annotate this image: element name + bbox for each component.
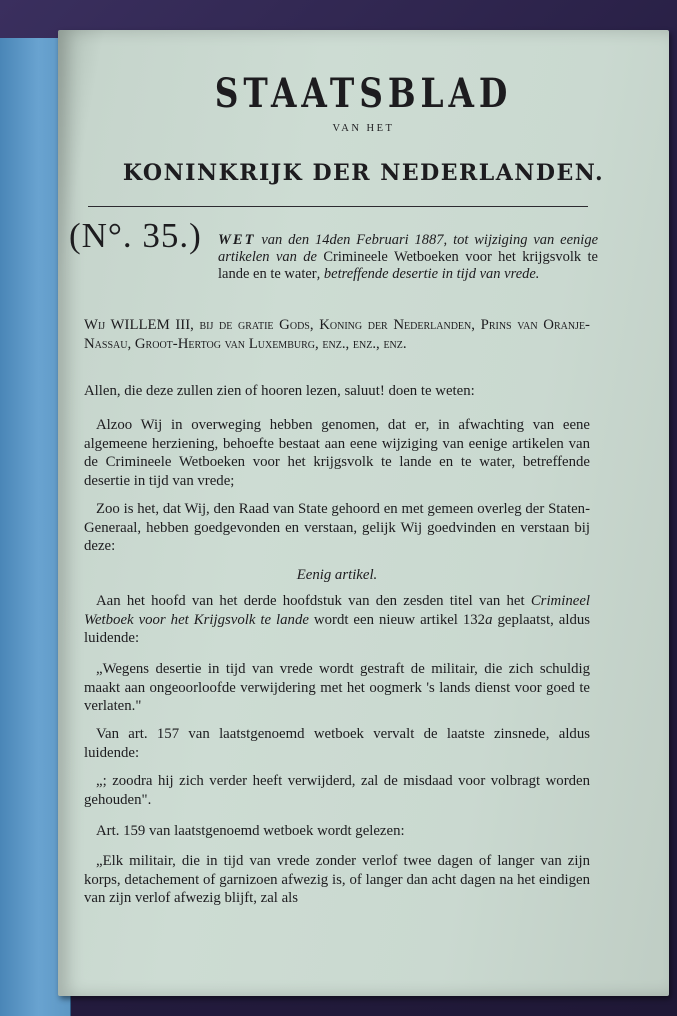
alzoo-paragraph: Alzoo Wij in overweging hebben genomen, dat er, in afwachting van eene algemeene herziening, behoefte bestaat aan eene wijziging van eenige artikelen van de Crimineele Wetboeken voor het krijgsvolk te lande en te water, betreffende desertie in tijd van vrede;: [84, 417, 590, 489]
aan-text-d: a: [485, 611, 493, 628]
law-heading: [218, 232, 598, 283]
zoo-paragraph: Zoo is het, dat Wij, den Raad van State gehoord en met gemeen overleg der Staten-Generaal, hebben goedgevonden en verstaan, gelijk Wij goedvinden en verstaan bij deze:: [84, 501, 590, 554]
issue-number: (N°. 35.): [69, 216, 202, 255]
law-word: WET: [218, 232, 256, 248]
van157-paragraph: Van art. 157 van laatstgenoemd wetboek vervalt de laatste zinsnede, aldus luidende:: [84, 726, 590, 761]
art159-paragraph: Art. 159 van laatstgenoemd wetboek wordt gelezen:: [96, 823, 405, 839]
aan-text-c: wordt een nieuw artikel 132: [308, 611, 486, 628]
law-text-part2: Crimineele Wetboeken voor het krijgsvolk te lande en te water: [218, 249, 598, 282]
aan-text-b: Crimineel Wetboek voor het Krijgsvolk te lande: [84, 593, 590, 628]
publication-title: STAATSBLAD: [214, 70, 513, 117]
elk-paragraph: „Elk militair, die in tijd van vrede zonder verlof twee dagen of langer van zijn korps, detachement of garnizoen afwezig is, of langer dan acht dagen na het eindigen van zijn verlof afwezig blijft, zal als: [84, 853, 590, 906]
aan-text-a: Aan het hoofd van het derde hoofdstuk van den zesden titel van het: [96, 593, 531, 609]
publication-kingdom: KONINKRIJK DER NEDERLANDEN.: [122, 160, 605, 186]
wegens-paragraph: „Wegens desertie in tijd van vrede wordt gestraft de militair, die zich schuldig maakt aan ongeoorloofde verwijdering met het oogmerk 's lands dienst voor goed te verlaten.": [84, 661, 590, 714]
preamble-paragraph: Wij WILLEM III, bij de gratie Gods, Koning der Nederlanden, Prins van Oranje-Nassau, Groot-Hertog van Luxemburg, enz., enz., enz.: [84, 317, 590, 352]
document-page: [58, 30, 669, 996]
article-heading: Eenig artikel.: [296, 567, 378, 583]
law-text-part1: van den 14den Februari 1887, tot wijziging van eenige artikelen van de: [218, 232, 598, 265]
zoodra-paragraph: „; zoodra hij zich verder heeft verwijderd, zal de misdaad voor volbragt worden gehouden".: [84, 773, 590, 808]
allen-paragraph: Allen, die deze zullen zien of hooren lezen, saluut! doen te weten:: [84, 383, 475, 399]
header-rule: [88, 206, 588, 207]
publication-subtitle-small: VAN HET: [332, 123, 395, 134]
aan-text-e: geplaatst, aldus luidende:: [84, 611, 591, 646]
law-text-part3: , betreffende desertie in tijd van vrede.: [316, 266, 540, 282]
aan-paragraph: [84, 592, 590, 648]
